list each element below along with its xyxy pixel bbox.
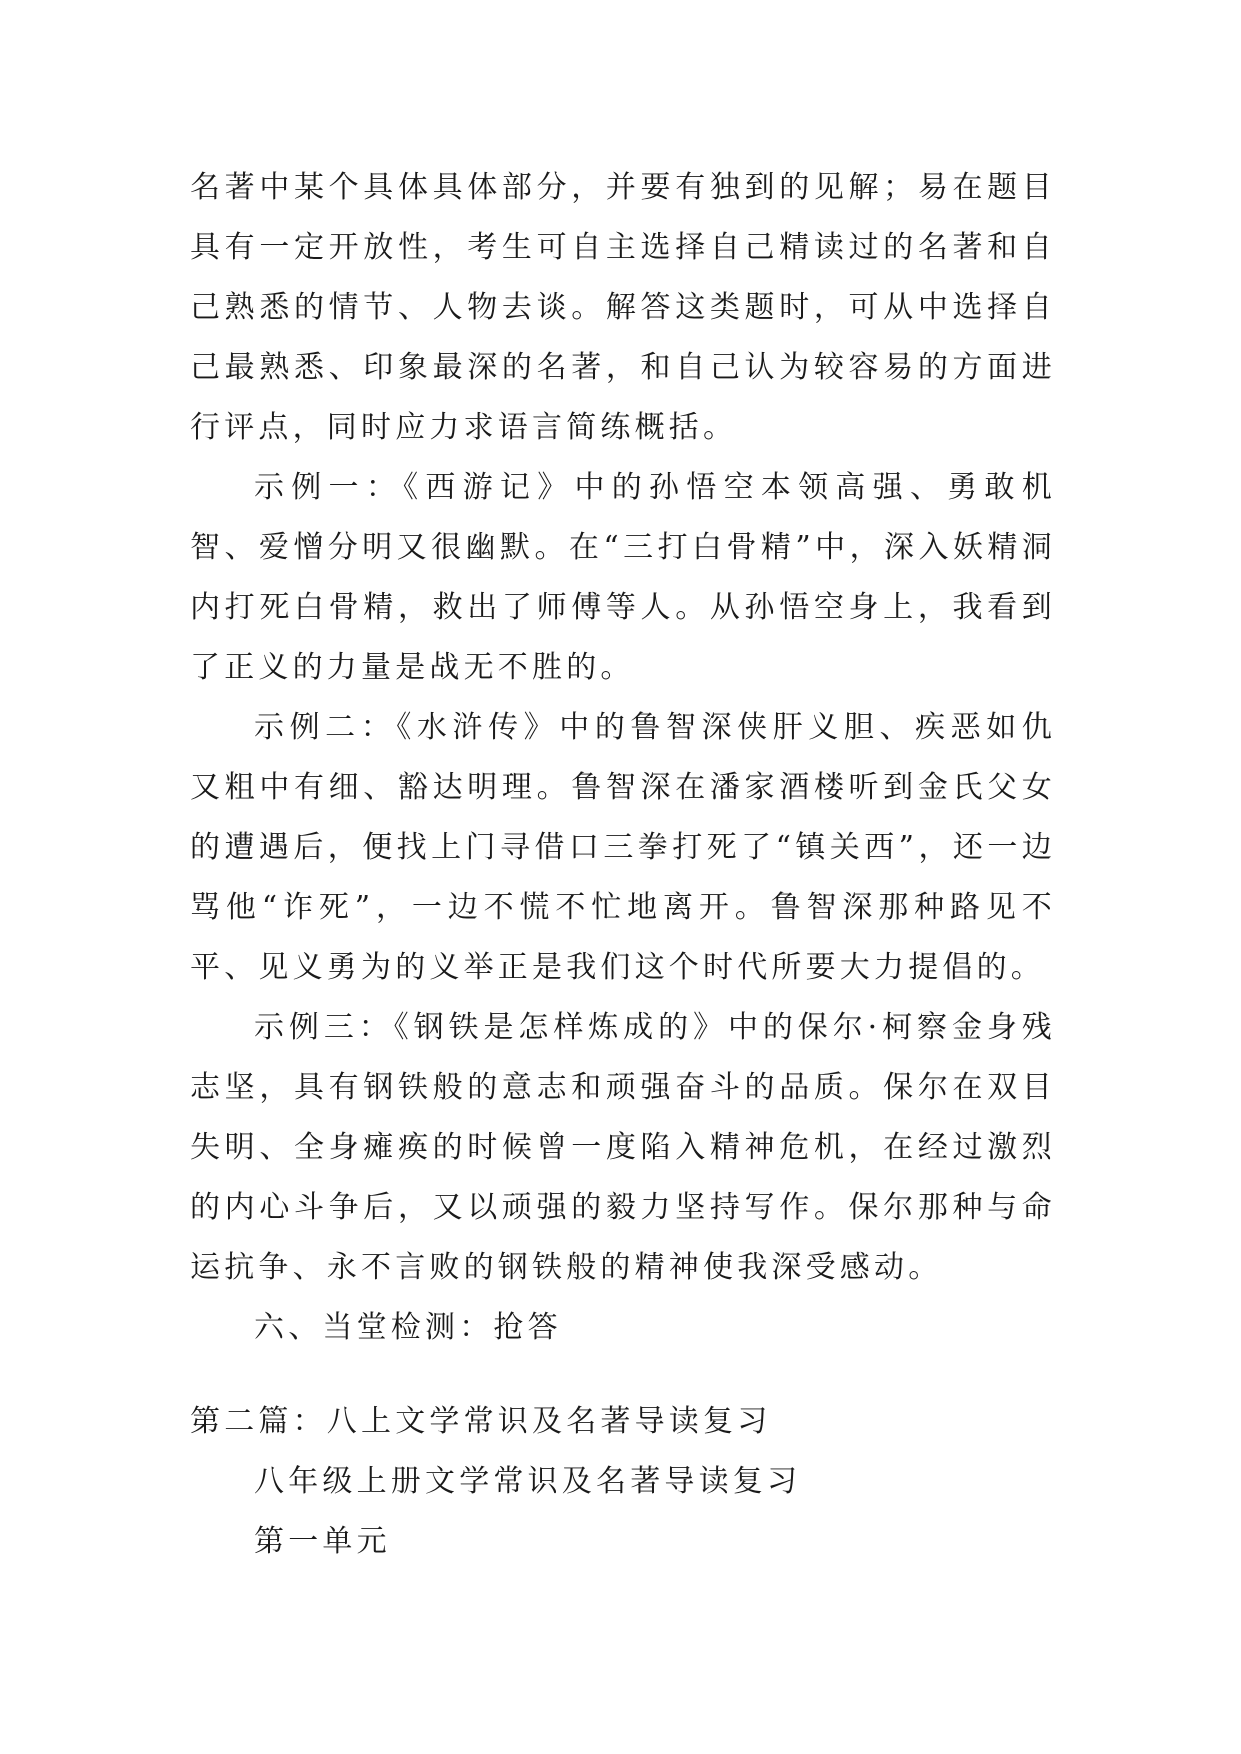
unit-title: 第一单元 xyxy=(254,1524,391,1559)
paragraph-intro: 名著中某个具体具体部分，并要有独到的见解；易在题目具有一定开放性，考生可自主选择自己精读过的名著和自己熟悉的情节、人物去谈。解答这类题时，可从中选择自己最熟悉、印象最深的名著，和自己认为较容易的方面进行评点，同时应力求语言简练概括。 xyxy=(190,170,1056,445)
paragraph-example-2: 示例二：《水浒传》中的鲁智深侠肝义胆、疾恶如仇又粗中有细、豁达明理。鲁智深在潘家酒楼听到金氏父女的遭遇后，便找上门寻借口三拳打死了“镇关西”，还一边骂他“诈死”，一边不慌不忙地离开。鲁智深那种路见不平、见义勇为的义举正是我们这个时代所要大力提倡的。 xyxy=(190,710,1056,985)
sub-title: 八年级上册文学常识及名著导读复习 xyxy=(254,1464,802,1499)
document-body xyxy=(190,158,1056,1572)
section-heading-classroom-test: 六、当堂检测：抢答 xyxy=(254,1310,562,1345)
part-title: 第二篇：八上文学常识及名著导读复习 xyxy=(190,1404,772,1439)
paragraph-example-1: 示例一：《西游记》中的孙悟空本领高强、勇敢机智、爱憎分明又很幽默。在“三打白骨精”中，深入妖精洞内打死白骨精，救出了师傅等人。从孙悟空身上，我看到了正义的力量是战无不胜的。 xyxy=(190,470,1056,685)
paragraph-example-3: 示例三：《钢铁是怎样炼成的》中的保尔·柯察金身残志坚，具有钢铁般的意志和顽强奋斗的品质。保尔在双目失明、全身瘫痪的时候曾一度陷入精神危机，在经过激烈的内心斗争后，又以顽强的毅力坚持写作。保尔那种与命运抗争、永不言败的钢铁般的精神使我深受感动。 xyxy=(190,1010,1056,1285)
